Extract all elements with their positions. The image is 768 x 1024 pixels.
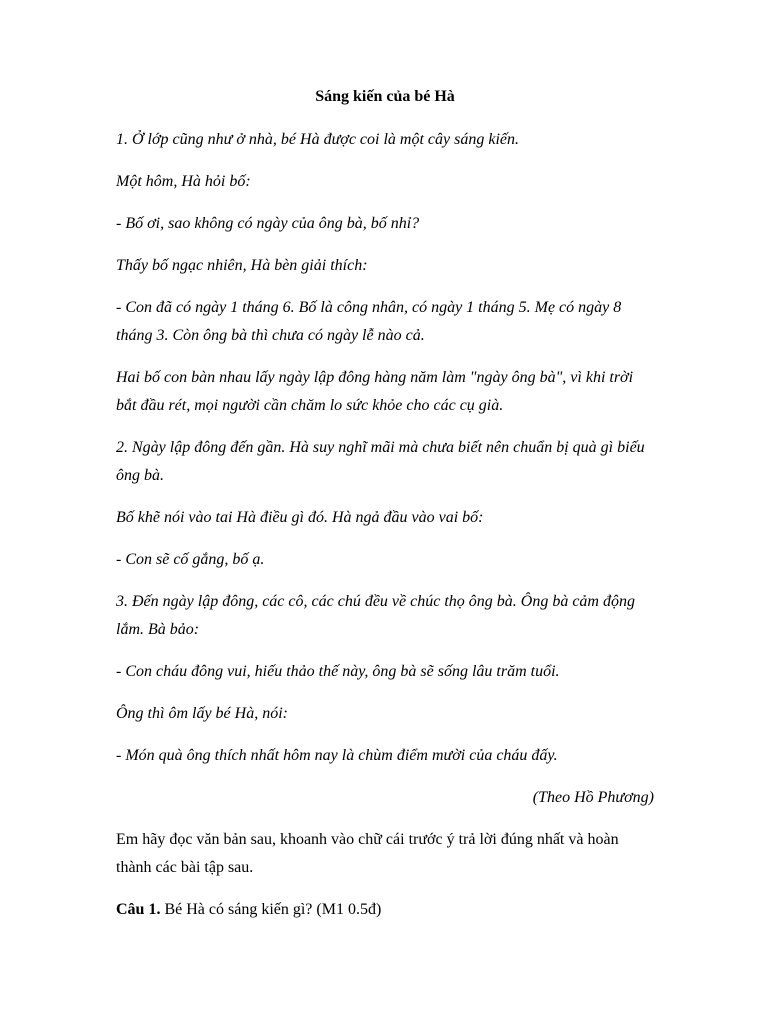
story-paragraph-7: 2. Ngày lập đông đến gần. Hà suy nghĩ mãi mà chưa biết nên chuẩn bị quà gì biếu ông bà. xyxy=(116,439,645,484)
question-1-text: Bé Hà có sáng kiến gì? (M1 0.5đ) xyxy=(160,901,382,918)
story-paragraph-8: Bố khẽ nói vào tai Hà điều gì đó. Hà ngả đầu vào vai bố: xyxy=(116,509,484,526)
story-paragraph-5: - Con đã có ngày 1 tháng 6. Bố là công nhân, có ngày 1 tháng 5. Mẹ có ngày 8 tháng 3. Còn ông bà thì chưa có ngày lễ nào cả. xyxy=(116,299,622,344)
story-paragraph-3: - Bố ơi, sao không có ngày của ông bà, bố nhỉ? xyxy=(116,215,420,232)
story-paragraph-1: 1. Ở lớp cũng như ở nhà, bé Hà được coi là một cây sáng kiến. xyxy=(116,131,519,148)
question-1-label: Câu 1. xyxy=(116,901,161,918)
story-paragraph-11: - Con cháu đông vui, hiếu thảo thế này, ông bà sẽ sống lâu trăm tuổi. xyxy=(116,663,560,680)
story-paragraph-4: Thấy bố ngạc nhiên, Hà bèn giải thích: xyxy=(116,257,368,274)
question-1 xyxy=(116,896,654,924)
instruction-paragraph: Em hãy đọc văn bản sau, khoanh vào chữ cái trước ý trả lời đúng nhất và hoàn thành các bài tập sau. xyxy=(116,831,619,876)
story-paragraph-6: Hai bố con bàn nhau lấy ngày lập đông hàng năm làm "ngày ông bà", vì khi trời bắt đầu rét, mọi người cần chăm lo sức khỏe cho các cụ già. xyxy=(116,369,634,414)
story-paragraph-12: Ông thì ôm lấy bé Hà, nói: xyxy=(116,705,288,722)
story-paragraph-2: Một hôm, Hà hỏi bố: xyxy=(116,173,251,190)
attribution: (Theo Hồ Phương) xyxy=(532,789,654,806)
story-paragraph-10: 3. Đến ngày lập đông, các cô, các chú đều về chúc thọ ông bà. Ông bà cảm động lắm. Bà bảo: xyxy=(116,593,635,638)
document-title: Sáng kiến của bé Hà xyxy=(315,88,455,105)
story-paragraph-13: - Món quà ông thích nhất hôm nay là chùm điểm mười của cháu đấy. xyxy=(116,747,558,764)
story-paragraph-9: - Con sẽ cố gắng, bố ạ. xyxy=(116,551,265,568)
document-page xyxy=(116,84,654,938)
